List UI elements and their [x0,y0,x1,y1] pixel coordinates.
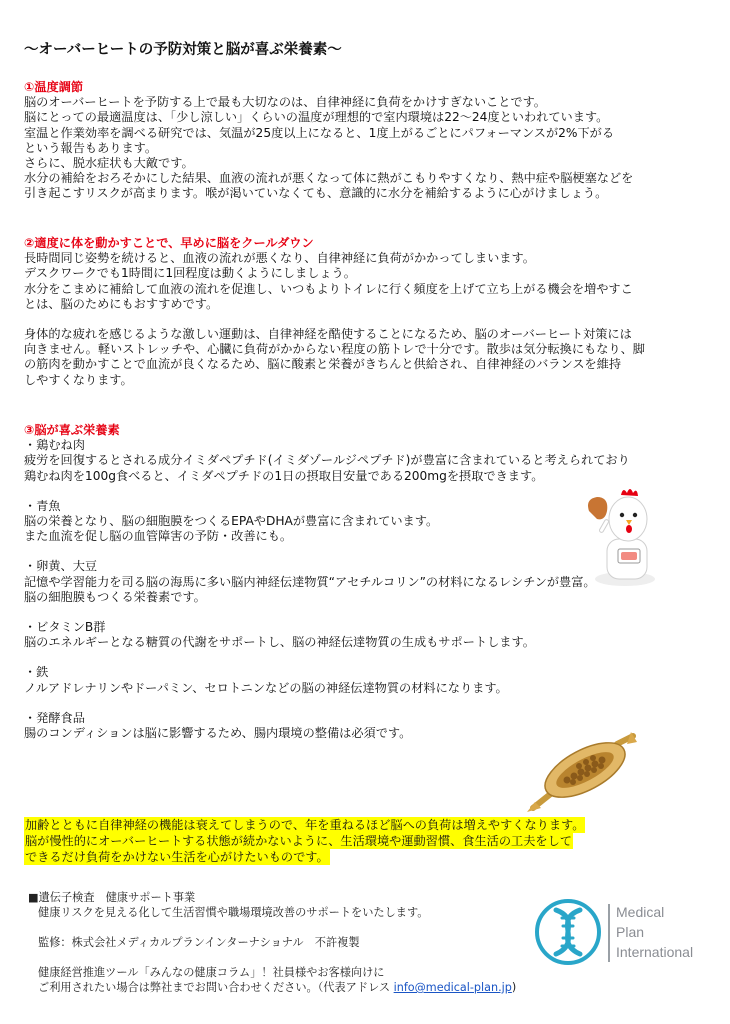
footer [28,890,528,995]
body-line: 水分の補給をおろそかにした結果、血液の流れが悪くなって体に熱がこもりやすくなり、熱中症や脳梗塞などを [24,171,634,186]
body-line: 身体的な疲れを感じるような激しい運動は、自律神経を酷使することになるため、脳のオーバーヒート対策には [24,327,632,342]
service-title: ■遺伝子検査 健康サポート事業 [28,891,196,904]
nutrient-item [24,665,714,695]
body-line: また血流を促し脳の血管障害の予防・改善にも。 [24,529,293,544]
natto-illustration-icon [519,730,639,815]
body-line: 室温と作業効率を調べる研究では、気温が25度以上になると、1度上がるごとにパフォーマンスが2%下がる [24,125,615,140]
body-line: 脳の細胞膜もつくる栄養素です。 [24,589,206,604]
body-line: 腸のコンディションは脳に影響するため、腸内環境の整備は必須です。 [24,726,412,741]
highlight-summary [24,817,585,865]
logo-text-line: Medical [616,904,665,920]
section-heading: ②適度に体を動かすことで、早めに脳をクールダウン [24,236,314,250]
body-line: 脳のエネルギーとなる糖質の代謝をサポートし、脳の神経伝達物質の生成もサポートします。 [24,635,535,650]
body-line: しやすくなります。 [24,372,133,387]
body-line: の筋肉を動かすことで血流が良くなるため、脳に酸素と栄養がきちんと供給され、自律神経のバランスを維持 [24,357,622,372]
logo-text-line: International [616,944,694,960]
body-line: 向きません。軽いストレッチや、心臓に負荷がかからない程度の筋トレで十分です。散歩は気分転換にもなり、脚 [24,342,645,357]
chicken-illustration-icon [585,483,665,588]
body-line: デスクワークでも1時間に1回程度は動くようにしましょう。 [24,266,356,281]
nutrient-item [24,620,714,650]
contact-suffix: ) [511,981,517,994]
highlight-line: 脳が慢性的にオーバーヒートする状態が続かないように、生活環境や運動習慣、食生活の工夫をして [25,834,572,848]
page-title: 〜オーバーヒートの予防対策と脳が喜ぶ栄養素〜 [24,42,342,58]
nutrient-name: ・鉄 [24,665,49,680]
body-line: 疲労を回復するとされる成分イミダペプチド(イミダゾールジペプチド)が豊富に含まれていると考えられており [24,453,630,468]
logo-text-line: Plan [616,924,645,940]
highlight-line: 加齢とともに自律神経の機能は衰えてしまうので、年を重ねるほど脳への負荷は増えやすくなります。 [25,818,585,832]
body-line: 脳のオーバーヒートを予防する上で最も大切なのは、自律神経に負荷をかけすぎないことです。 [24,95,546,110]
body-line: さらに、脱水症状も大敵です。 [24,156,194,171]
nutrient-item [24,438,714,484]
nutrient-name: ・鶏むね肉 [24,438,85,453]
body-line: とは、脳のためにもおすすめです。 [24,296,219,311]
contact-text: ご利用されたい場合は弊社までお問い合わせください。（代表アドレス [38,981,394,994]
nutrient-name: ・発酵食品 [24,710,85,725]
contact-line [28,980,528,995]
body-line: 水分をこまめに補給して血液の流れを促進し、いつもよりトイレに行く頻度を上げて立ち上がる機会を増やすこ [24,281,633,296]
nutrient-name: ・ビタミンB群 [24,620,106,635]
company-logo [534,896,714,966]
dna-logo-icon [534,898,602,966]
highlight-line: できるだけ負荷をかけない生活を心がけたいものです。 [25,850,329,864]
body-line: 脳にとっての最適温度は、「少し涼しい」くらいの温度が理想的で室内環境は22〜24度といわれています。 [24,110,609,125]
body-line: 引き起こすリスクが高まります。喉が渇いていなくても、意識的に水分を補給するように心がけましょう。 [24,186,608,201]
nutrient-name: ・青魚 [24,498,61,513]
body-line: 脳の栄養となり、脳の細胞膜をつくるEPAやDHAが豊富に含まれています。 [24,514,439,529]
body-line: という報告もあります。 [24,140,158,155]
body-line: ノルアドレナリンやドーパミン、セロトニンなどの脳の神経伝達物質の材料になります。 [24,680,508,695]
service-description: 健康リスクを見える化して生活習慣や職場環境改善のサポートをいたします。 [38,906,429,919]
tool-line: 健康経営推進ツール「みんなの健康コラム」！社員様やお客様向けに [38,966,385,979]
body-line: 長時間同じ姿勢を続けると、血液の流れが悪くなり、自律神経に負荷がかかってしまいます。 [24,251,535,266]
email-link[interactable]: info@medical-plan.jp [393,981,512,994]
body-line: 鶏むね肉を100g食べると、イミダペプチドの1日の摂取目安量である200mgを摂取できます。 [24,468,544,483]
section-heading: ③脳が喜ぶ栄養素 [24,423,120,437]
body-line: 記憶や学習能力を司る脳の海馬に多い脳内神経伝達物質“アセチルコリン”の材料になるレシチンが豊富。 [24,574,596,589]
section-heading: ①温度調節 [24,80,84,94]
section-temperature [24,80,714,202]
nutrient-name: ・卵黄、大豆 [24,559,98,574]
supervision-note: 監修：株式会社メディカルプランインターナショナル 不許複製 [38,936,360,949]
section-exercise [24,236,714,388]
